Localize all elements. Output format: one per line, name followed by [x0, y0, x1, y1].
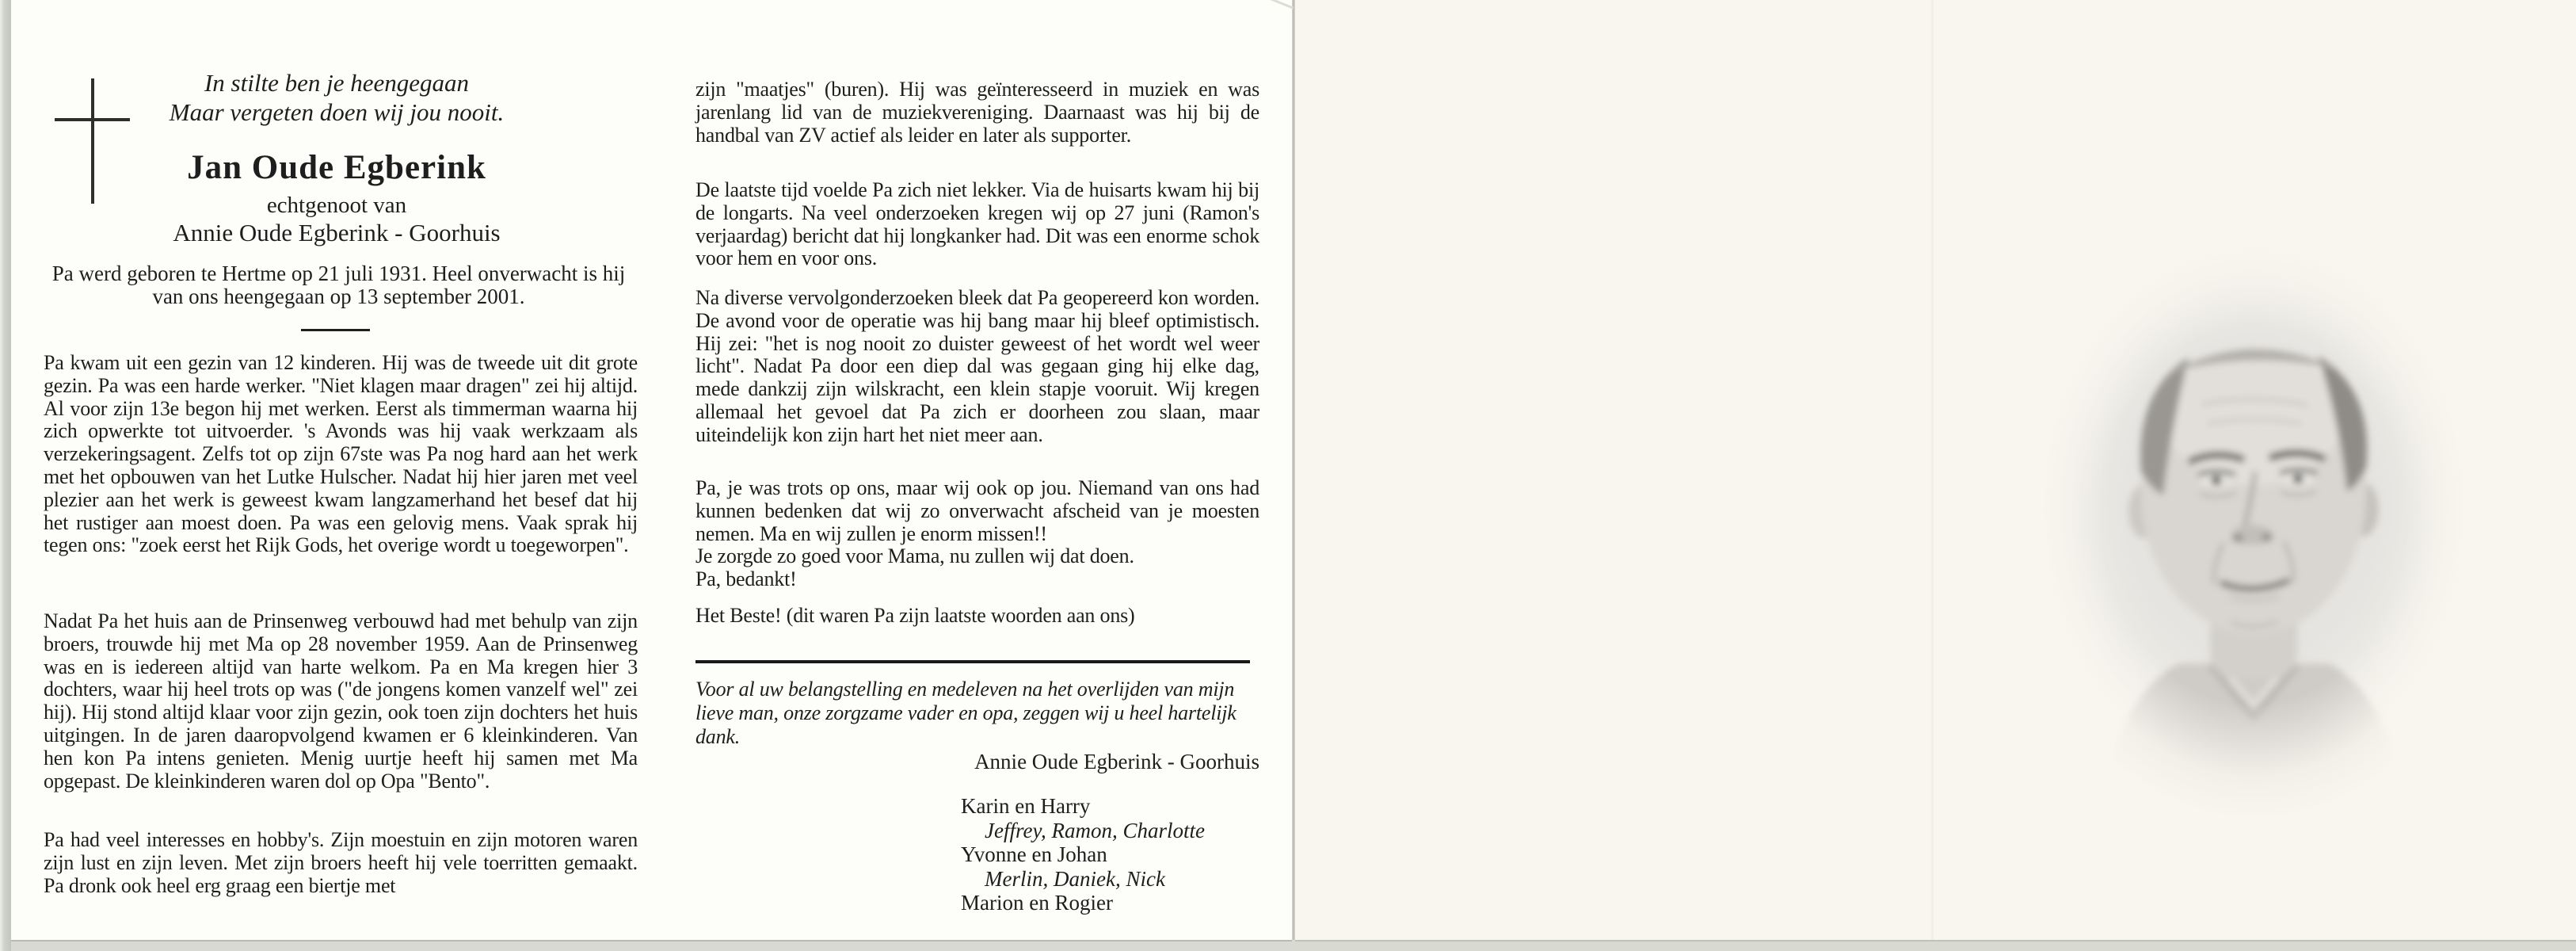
portrait-photo — [2008, 210, 2499, 820]
paper-crease — [1931, 0, 1934, 940]
tribute-paragraph — [695, 477, 1259, 591]
signature-name: Annie Oude Egberink - Goorhuis — [974, 750, 1259, 773]
family-member: Yvonne en Johan — [961, 842, 1107, 866]
epitaph-line-1: In stilte ben je heengegaan — [204, 69, 469, 97]
short-divider-rule — [301, 329, 370, 331]
column1-paragraph-2: Nadat Pa het huis aan de Prinsenweg verbouwd had met behulp van zijn broers, trouwde hij met Ma op 28 november 1959. Aan de Prinsenweg was en is iedereen altijd van harte welkom. Pa en Ma kregen hier 3 dochters, waar hij heel trots op was ("de jongens komen vanzelf wel" zei hij). Hij stond altijd klaar voor zijn gezin, ook toen zijn dochters het huis uitgingen. In de jaren daaropvolgend kwamen er 6 kleinkinderen. Van hen kon Pa intens genieten. Menig uurtje heeft hij samen met Ma opgepast. De kleinkinderen waren dol op Opa "Bento". — [44, 609, 638, 792]
card-header — [48, 68, 626, 246]
epitaph-line-2: Maar vergeten doen wij jou nooit. — [169, 98, 505, 126]
closing-line: Het Beste! (dit waren Pa zijn laatste woorden aan ons) — [695, 604, 1135, 627]
family-member: Marion en Rogier — [961, 891, 1113, 915]
family-names-list — [961, 794, 1205, 915]
column2-paragraph-1: zijn "maatjes" (buren). Hij was geïnteresseerd in muziek en was jarenlang lid van de muziekvereniging. Daarnaast was hij bij de handbal van ZV actief als leider en later als supporter. — [695, 78, 1259, 147]
spouse-name: Annie Oude Egberink - Goorhuis — [173, 219, 501, 246]
family-member: Karin en Harry — [961, 794, 1091, 818]
scan-edge-left — [0, 0, 11, 951]
column1-paragraph-3: Pa had veel interesses en hobby's. Zijn moestuin en zijn motoren waren zijn lust en zijn leven. Met zijn broers heeft hij vele toerritten gemaakt. Pa dronk ook heel erg graag een biertje met — [44, 828, 638, 897]
birth-death-paragraph: Pa werd geboren te Hertme op 21 juli 1931. Heel onverwacht is hij van ons heengegaan op 13 september 2001. — [51, 262, 626, 308]
acknowledgement-paragraph: Voor al uw belangstelling en medeleven na het overlijden van mijn lieve man, onze zorgzame vader en opa, zeggen wij u heel hartelijk dank. — [695, 678, 1237, 748]
long-divider-rule — [695, 660, 1250, 663]
tribute-line-2: Je zorgde zo goed voor Mama, nu zullen wij dat doen. — [695, 544, 1134, 568]
column2-paragraph-2: De laatste tijd voelde Pa zich niet lekker. Via de huisarts kwam hij bij de longarts. Na veel onderzoeken kregen wij op 27 juni (Ramon's verjaardag) bericht dat hij longkanker had. Dit was een enorme schok voor hem en voor ons. — [695, 178, 1259, 270]
card-fold-line — [1292, 0, 1295, 940]
column2-paragraph-3: Na diverse vervolgonderzoeken bleek dat Pa geopereerd kon worden. De avond voor de operatie was hij bang maar hij bleef optimistisch. Hij zei: "het is nog nooit zo duister geweest of het wordt wel weer licht". Nadat Pa door een diep dal was gegaan ging hij elke dag, mede dankzij zijn wilskracht, een klein stapje vooruit. Wij kregen allemaal het gevoel dat Pa zich er doorheen zou slaan, maar uiteindelijk kon zijn hart het niet meer aan. — [695, 286, 1259, 446]
tribute-line-3: Pa, bedankt! — [695, 567, 797, 591]
column1-paragraph-1: Pa kwam uit een gezin van 12 kinderen. Hij was de tweede uit dit grote gezin. Pa was een harde werker. "Niet klagen maar dragen" zei hij altijd. Al voor zijn 13e begon hij met werken. Eerst als timmerman waarna hij zich opwerkte tot uitvoerder. 's Avonds was hij vaak werkzaam als verzekeringsagent. Zelfs tot op zijn 67ste was Pa nog hard aan het werk met het opbouwen van het Lutke Hulscher. Nadat hij hier jaren met veel plezier aan het werk is geweest kwam langzamerhand het besef dat hij het rustiger aan moest doen. Pa was een gelovig mens. Vaak sprak hij tegen ons: "zoek eerst het Rijk Gods, het overige wordt u toegeworpen". — [44, 351, 638, 557]
relation-label: echtgenoot van — [266, 193, 407, 218]
grandchildren-names: Merlin, Daniek, Nick — [985, 866, 1165, 891]
grandchildren-names: Jeffrey, Ramon, Charlotte — [985, 818, 1205, 842]
deceased-name: Jan Oude Egberink — [187, 149, 486, 186]
tribute-line-1: Pa, je was trots op ons, maar wij ook op jou. Niemand van ons had kunnen bedenken dat wij zo onverwacht afscheid van je moesten nemen. Ma en wij zullen je enorm missen!! — [695, 476, 1259, 545]
photo-edge-fade — [2008, 210, 2499, 820]
